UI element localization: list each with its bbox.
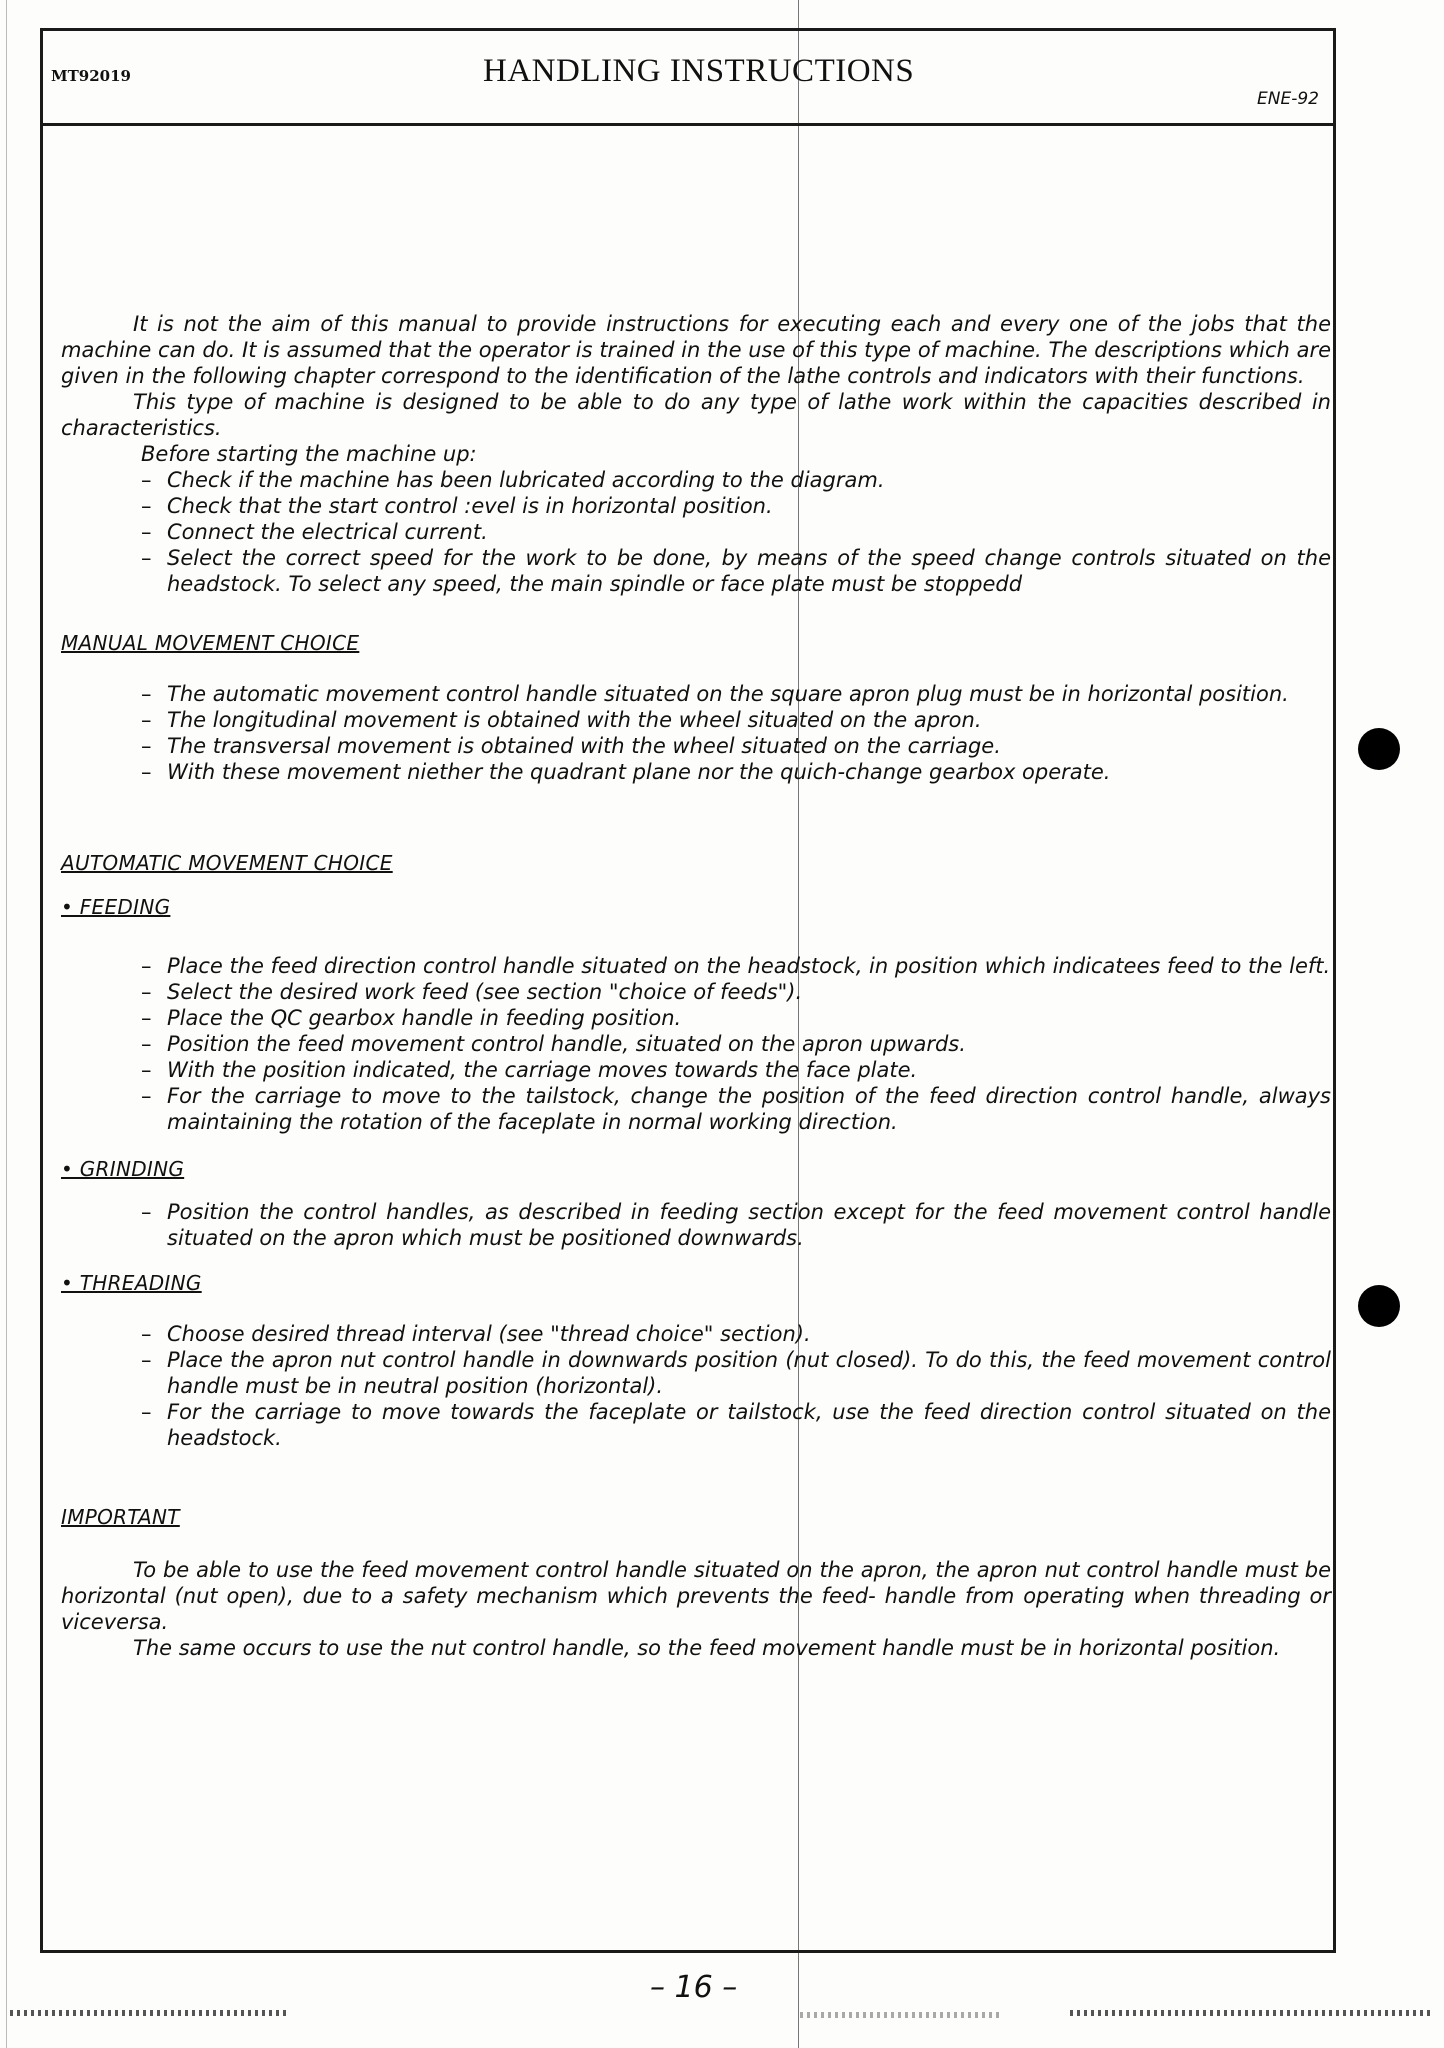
scan-noise (800, 2012, 1000, 2018)
page-header (43, 31, 1333, 126)
scan-edge-line (6, 0, 7, 2048)
list-item: – The transversal movement is obtained with the wheel situated on the carriage. (141, 733, 1331, 759)
threading-list (61, 1321, 1331, 1451)
intro-paragraph-2: This type of machine is designed to be able to do any type of lathe work within the capacities described in characteristics. (61, 390, 1331, 440)
list-item: – With the position indicated, the carriage moves towards the face plate. (141, 1057, 1331, 1083)
important-paragraph-1: To be able to use the feed movement control handle situated on the apron, the apron nut control handle must be horizontal (nut open), due to a safety mechanism which prevents the feed- handle from operating when threading or viceversa. (61, 1558, 1331, 1634)
list-item: – With these movement niether the quadrant plane nor the quich-change gearbox operate. (141, 759, 1331, 785)
list-item: – Connect the electrical current. (141, 519, 1331, 545)
list-item: – Choose desired thread interval (see "thread choice" section). (141, 1321, 1331, 1347)
grinding-heading: • GRINDING (61, 1157, 185, 1181)
list-item: – Check that the start control :evel is in horizontal position. (141, 493, 1331, 519)
document-code: MT92019 (51, 67, 131, 85)
before-starting-label: Before starting the machine up: (141, 442, 477, 466)
feeding-list (61, 953, 1331, 1135)
document-ref: ENE-92 (1257, 89, 1319, 109)
list-item: – For the carriage to move towards the faceplate or tailstock, use the feed direction control situated on the headstock. (141, 1399, 1331, 1451)
list-item: – Place the QC gearbox handle in feeding position. (141, 1005, 1331, 1031)
list-item: – Place the apron nut control handle in downwards position (nut closed). To do this, the feed movement control handle must be in neutral position (horizontal). (141, 1347, 1331, 1399)
punch-hole-mark (1358, 728, 1400, 770)
scan-noise (1070, 2010, 1430, 2016)
feeding-heading: • FEEDING (61, 895, 171, 919)
manual-movement-heading: MANUAL MOVEMENT CHOICE (61, 631, 360, 655)
startup-checklist (61, 467, 1331, 597)
grinding-list (61, 1199, 1331, 1251)
manual-movement-list (61, 681, 1331, 785)
list-item: – Select the desired work feed (see section "choice of feeds"). (141, 979, 1331, 1005)
list-item: – Select the correct speed for the work to be done, by means of the speed change controls situated on the headstock. To select any speed, the main spindle or face plate must be stoppedd (141, 545, 1331, 597)
list-item: – Position the feed movement control handle, situated on the apron upwards. (141, 1031, 1331, 1057)
page-title: HANDLING INSTRUCTIONS (483, 53, 915, 89)
list-item: – The automatic movement control handle situated on the square apron plug must be in horizontal position. (141, 681, 1331, 707)
page-body (61, 311, 1331, 1661)
intro-paragraph-1: It is not the aim of this manual to provide instructions for executing each and every one of the jobs that the machine can do. It is assumed that the operator is trained in the use of this type of machine. The descriptions which are given in the following chapter correspond to the identification of the lathe controls and indicators with their functions. (61, 312, 1331, 388)
important-paragraph-2: The same occurs to use the nut control handle, so the feed movement handle must be in horizontal position. (133, 1636, 1281, 1660)
important-heading: IMPORTANT (61, 1505, 180, 1529)
page-frame (40, 28, 1336, 1953)
list-item: – The longitudinal movement is obtained with the wheel situated on the apron. (141, 707, 1331, 733)
threading-heading: • THREADING (61, 1271, 202, 1295)
list-item: – For the carriage to move to the tailstock, change the position of the feed direction control handle, always maintaining the rotation of the faceplate in normal working direction. (141, 1083, 1331, 1135)
page-number: – 16 – (650, 1970, 738, 2005)
list-item: – Check if the machine has been lubricated according to the diagram. (141, 467, 1331, 493)
scan-noise (10, 2010, 290, 2016)
list-item: – Place the feed direction control handle situated on the headstock, in position which indicatees feed to the left. (141, 953, 1331, 979)
list-item: – Position the control handles, as described in feeding section except for the feed movement control handle situated on the apron which must be positioned downwards. (141, 1199, 1331, 1251)
punch-hole-mark (1358, 1285, 1400, 1327)
automatic-movement-heading: AUTOMATIC MOVEMENT CHOICE (61, 851, 393, 875)
